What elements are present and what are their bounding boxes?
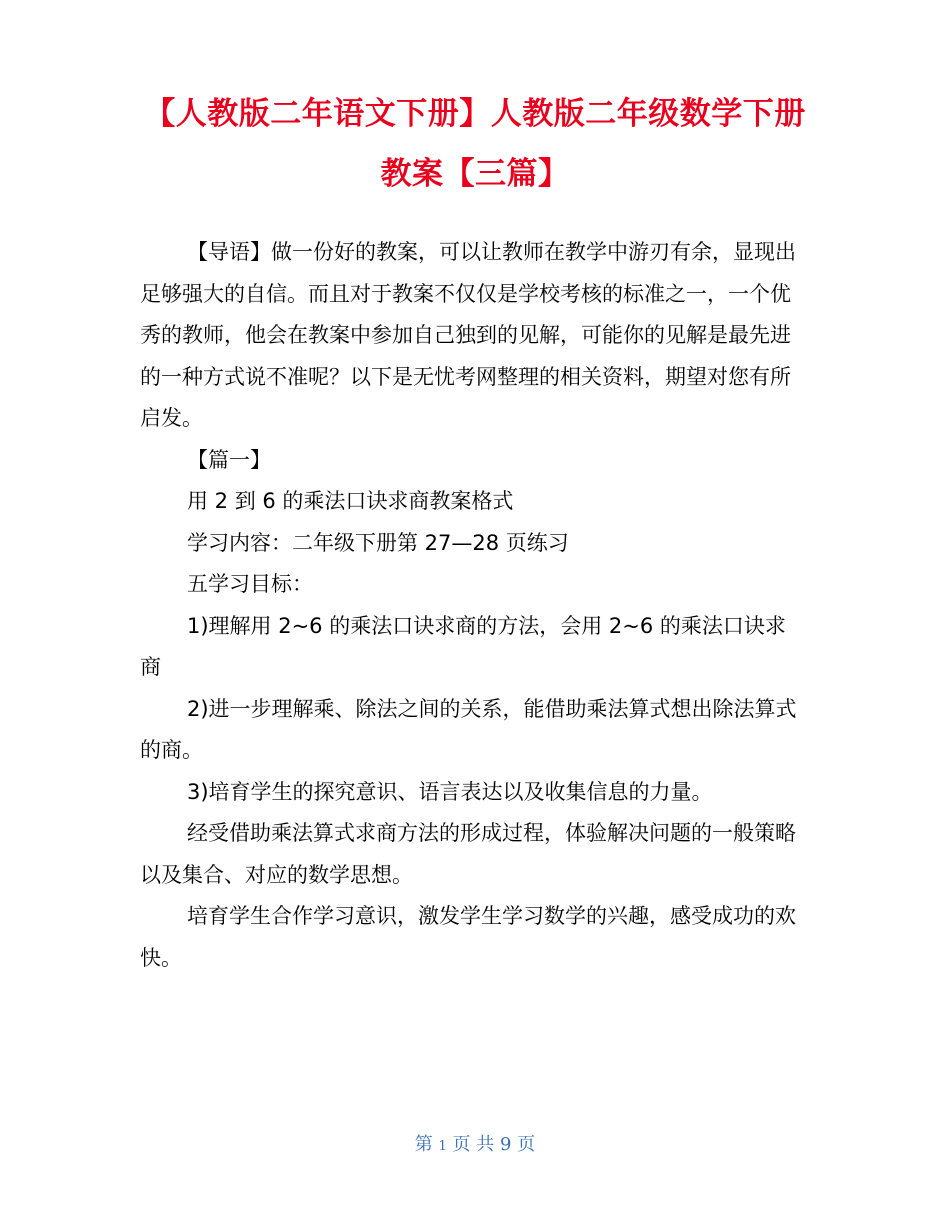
footer-prefix: 第: [414, 1134, 433, 1155]
paragraph-emotion-goal: 培育学生合作学习意识，激发学生学习数学的兴趣，感受成功的欢快。: [140, 904, 796, 970]
paragraph-goal-2: 2)进一步理解乘、除法之间的关系，能借助乘法算式想出除法算式的商。: [140, 696, 797, 762]
footer-total-pages: 9: [500, 1134, 512, 1155]
paragraph-goal-1: 1)理解用 2~6 的乘法口诀求商的方法，会用 2~6 的乘法口诀求商: [140, 613, 786, 679]
paragraph-lesson-title: 用 2 到 6 的乘法口诀求商教案格式: [187, 489, 514, 513]
footer-page-number: 1: [438, 1139, 447, 1154]
document-title: 【人教版二年语文下册】人教版二年级数学下册教案【三篇】: [144, 96, 806, 192]
footer-middle: 页 共: [452, 1134, 495, 1155]
paragraph-learning-goals: 五学习目标：: [187, 572, 313, 596]
footer-suffix: 页: [517, 1134, 536, 1155]
page-footer: [0, 1131, 950, 1161]
paragraph-process-goal: 经受借助乘法算式求商方法的形成过程，体验解决问题的一般策略以及集合、对应的数学思想。: [140, 821, 796, 887]
paragraph-intro: 【导语】做一份好的教案，可以让教师在教学中游刃有余，显现出足够强大的自信。而且对于教案不仅仅是学校考核的标准之一，一个优秀的教师，他会在教案中参加自己独到的见解，可能你的见解是最先进的一种方式说不准呢？以下是无忧考网整理的相关资料，期望对您有所启发。: [140, 240, 796, 430]
paragraph-goal-3: 3)培育学生的探究意识、语言表达以及收集信息的力量。: [187, 779, 713, 804]
paragraph-learning-content: 学习内容：二年级下册第 27—28 页练习: [187, 530, 569, 555]
document-body: [140, 232, 800, 979]
paragraph-section-heading: 【篇一】: [187, 447, 271, 472]
